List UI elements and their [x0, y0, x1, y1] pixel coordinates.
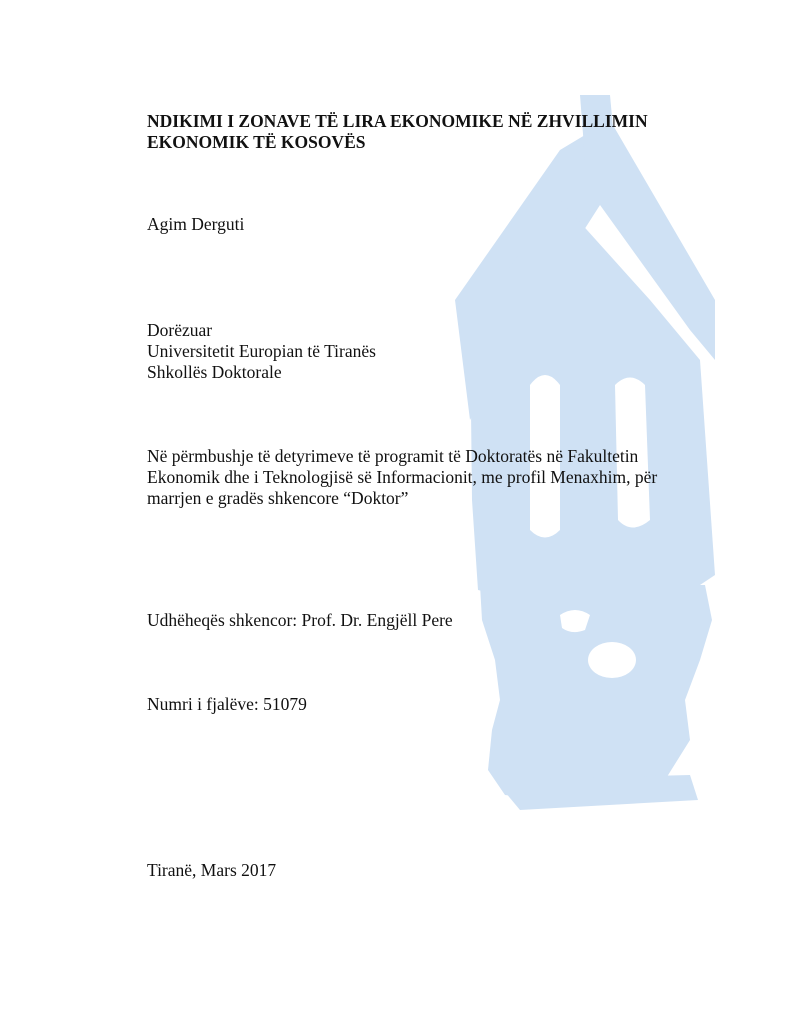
fulfilment-line-3: marrjen e gradës shkencore “Doktor” [147, 488, 409, 508]
thesis-title-line-2: EKONOMIK TË KOSOVËS [147, 132, 366, 152]
watermark-round-opening [588, 642, 636, 678]
doctoral-school: Shkollës Doktorale [147, 362, 282, 382]
thesis-title-line-1: NDIKIMI I ZONAVE TË LIRA EKONOMIKE NË ZHVILLIMIN [147, 111, 648, 131]
place-date-line: Tiranë, Mars 2017 [147, 860, 277, 880]
supervisor-line: Udhëheqës shkencor: Prof. Dr. Engjëll Pere [147, 610, 453, 630]
author-name: Agim Derguti [147, 214, 245, 234]
watermark-base [480, 585, 712, 800]
fulfilment-line-1: Në përmbushje të detyrimeve të programit të Doktoratës në Fakultetin [147, 446, 639, 466]
university-name: Universitetit Europian të Tiranës [147, 341, 376, 361]
watermark-step [495, 775, 698, 810]
fulfilment-statement [147, 446, 657, 509]
fulfilment-line-2: Ekonomik dhe i Teknologjisë së Informacionit, me profil Menaxhim, për [147, 467, 658, 487]
thesis-title [147, 111, 648, 153]
submitted-label: Dorëzuar [147, 320, 213, 340]
submission-block [147, 320, 376, 383]
word-count-line: Numri i fjalëve: 51079 [147, 694, 307, 714]
